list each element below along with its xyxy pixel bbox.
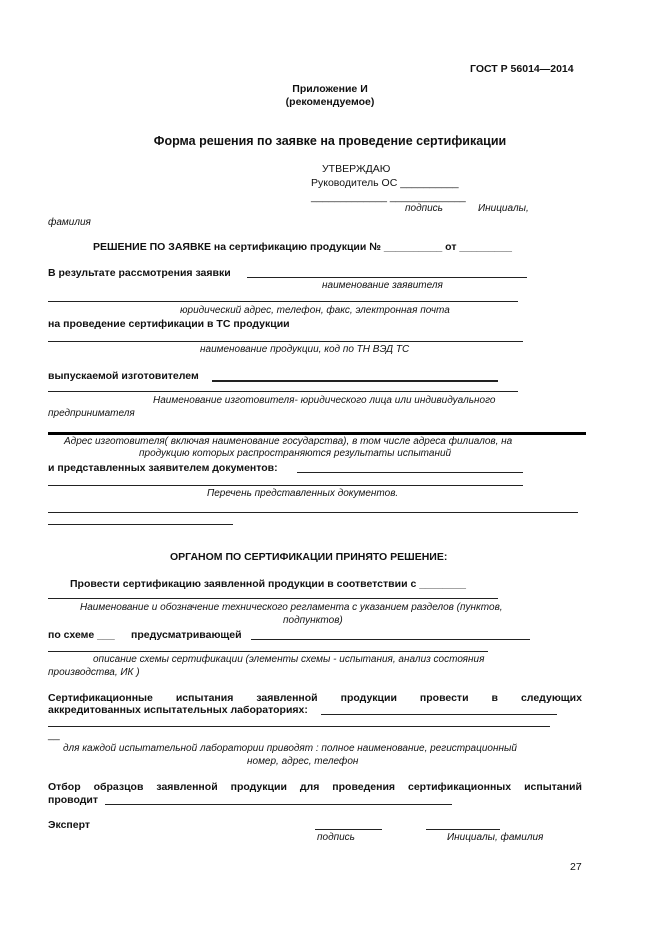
- tests-line: [321, 714, 557, 715]
- expert-sign-label: подпись: [317, 832, 355, 843]
- manufacturer-address-hint-2: продукцию которых распространяются результаты испытаний: [139, 448, 452, 459]
- approval-label: УТВЕРЖДАЮ: [322, 163, 391, 175]
- tests-dash: __: [48, 729, 60, 741]
- applicant-hint: наименование заявителя: [322, 280, 443, 291]
- scheme-hint-2: производства, ИК ): [48, 667, 140, 678]
- certify-line: [48, 598, 498, 599]
- tests-line-2: аккредитованных испытательных лабораториях:: [48, 704, 308, 716]
- manufacturer-label: выпускаемой изготовителем: [48, 370, 199, 382]
- documents-line: [297, 472, 523, 473]
- tests-line-2-rule: [48, 726, 550, 727]
- scheme-line: [251, 639, 530, 640]
- tests-hint: для каждой испытательной лаборатории приводят : полное наименование, регистрационный: [63, 743, 517, 754]
- approval-sign-label: подпись: [405, 203, 443, 214]
- product-hint: наименование продукции, код по ТН ВЭД ТС: [200, 344, 410, 355]
- applicant-address-hint: юридический адрес, телефон, факс, электронная почта: [180, 305, 450, 316]
- tests-word: провести: [419, 692, 469, 704]
- expert-name-label: Инициалы, фамилия: [447, 832, 544, 843]
- scheme-hint: описание схемы сертификации (элементы схемы - испытания, анализ состояния: [93, 654, 485, 665]
- sampling-line-2: проводит: [48, 794, 99, 806]
- applicant-address-line: [48, 301, 518, 302]
- applicant-label: В результате рассмотрения заявки: [48, 267, 231, 279]
- tests-line-1: [48, 692, 582, 704]
- documents-line-3: [48, 512, 578, 513]
- scheme-line-2: [48, 651, 488, 652]
- approval-sign-lines: _____________ _____________: [311, 191, 466, 203]
- certify-hint: Наименование и обозначение технического регламента с указанием разделов (пунктов,: [80, 602, 503, 613]
- tests-hint-2: номер, адрес, телефон: [247, 756, 359, 767]
- certify-label: Провести сертификацию заявленной продукции в соответствии с ________: [70, 578, 466, 590]
- page-title: Форма решения по заявке на проведение сертификации: [153, 134, 507, 148]
- sampling-word: Отбор: [48, 781, 81, 793]
- expert-name-line: [426, 829, 500, 830]
- approval-initials-label: Инициалы,: [478, 203, 529, 214]
- tests-word: в: [491, 692, 498, 704]
- manufacturer-hint-2: предпринимателя: [48, 408, 135, 419]
- expert-label: Эксперт: [48, 819, 91, 831]
- product-line: [48, 341, 523, 342]
- documents-hint: Перечень представленных документов.: [207, 488, 399, 499]
- tests-word: продукции: [340, 692, 397, 704]
- documents-line-2: [48, 485, 523, 486]
- sampling-word: сертификационных: [408, 781, 512, 793]
- sampling-word: для: [299, 781, 320, 793]
- sampling-word: образцов: [93, 781, 144, 793]
- documents-label: и представленных заявителем документов:: [48, 462, 278, 474]
- manufacturer-line: [212, 380, 498, 382]
- sampling-line-1: [48, 781, 582, 793]
- sampling-word: заявленной: [156, 781, 218, 793]
- manufacturer-line-2: [48, 391, 518, 392]
- standard-number: ГОСТ Р 56014—2014: [470, 63, 574, 75]
- manufacturer-hint: Наименование изготовителя- юридического лица или индивидуального: [153, 395, 496, 406]
- documents-line-4: [48, 524, 233, 525]
- approval-surname-label: фамилия: [48, 217, 91, 228]
- body-decision-title: ОРГАНОМ ПО СЕРТИФИКАЦИИ ПРИНЯТО РЕШЕНИЕ:: [170, 551, 448, 563]
- decision-title: РЕШЕНИЕ ПО ЗАЯВКЕ на сертификацию продукции № __________ от _________: [93, 241, 512, 253]
- sampling-line: [105, 804, 452, 805]
- tests-word: Сертификационные: [48, 692, 153, 704]
- sampling-word: испытаний: [524, 781, 582, 793]
- manufacturer-address-hint: Адрес изготовителя( включая наименование государства), в том числе адреса филиалов, на: [64, 436, 513, 447]
- expert-sign-line: [315, 829, 382, 830]
- tests-word: испытания: [175, 692, 234, 704]
- page-number: 27: [570, 861, 582, 873]
- appendix-title: Приложение И: [292, 83, 368, 95]
- tests-word: заявленной: [256, 692, 318, 704]
- approval-head: Руководитель ОС __________: [311, 177, 459, 189]
- sampling-word: проведения: [332, 781, 396, 793]
- sampling-word: продукции: [230, 781, 287, 793]
- appendix-note: (рекомендуемое): [285, 96, 375, 108]
- product-label: на проведение сертификации в ТС продукции: [48, 318, 290, 330]
- certify-hint-2: подпунктов): [283, 615, 343, 626]
- section-divider: [48, 432, 586, 435]
- scheme-label: по схеме ___: [48, 629, 115, 641]
- applicant-line: [247, 277, 527, 278]
- scheme-label-2: предусматривающей: [131, 629, 242, 641]
- tests-word: следующих: [520, 692, 582, 704]
